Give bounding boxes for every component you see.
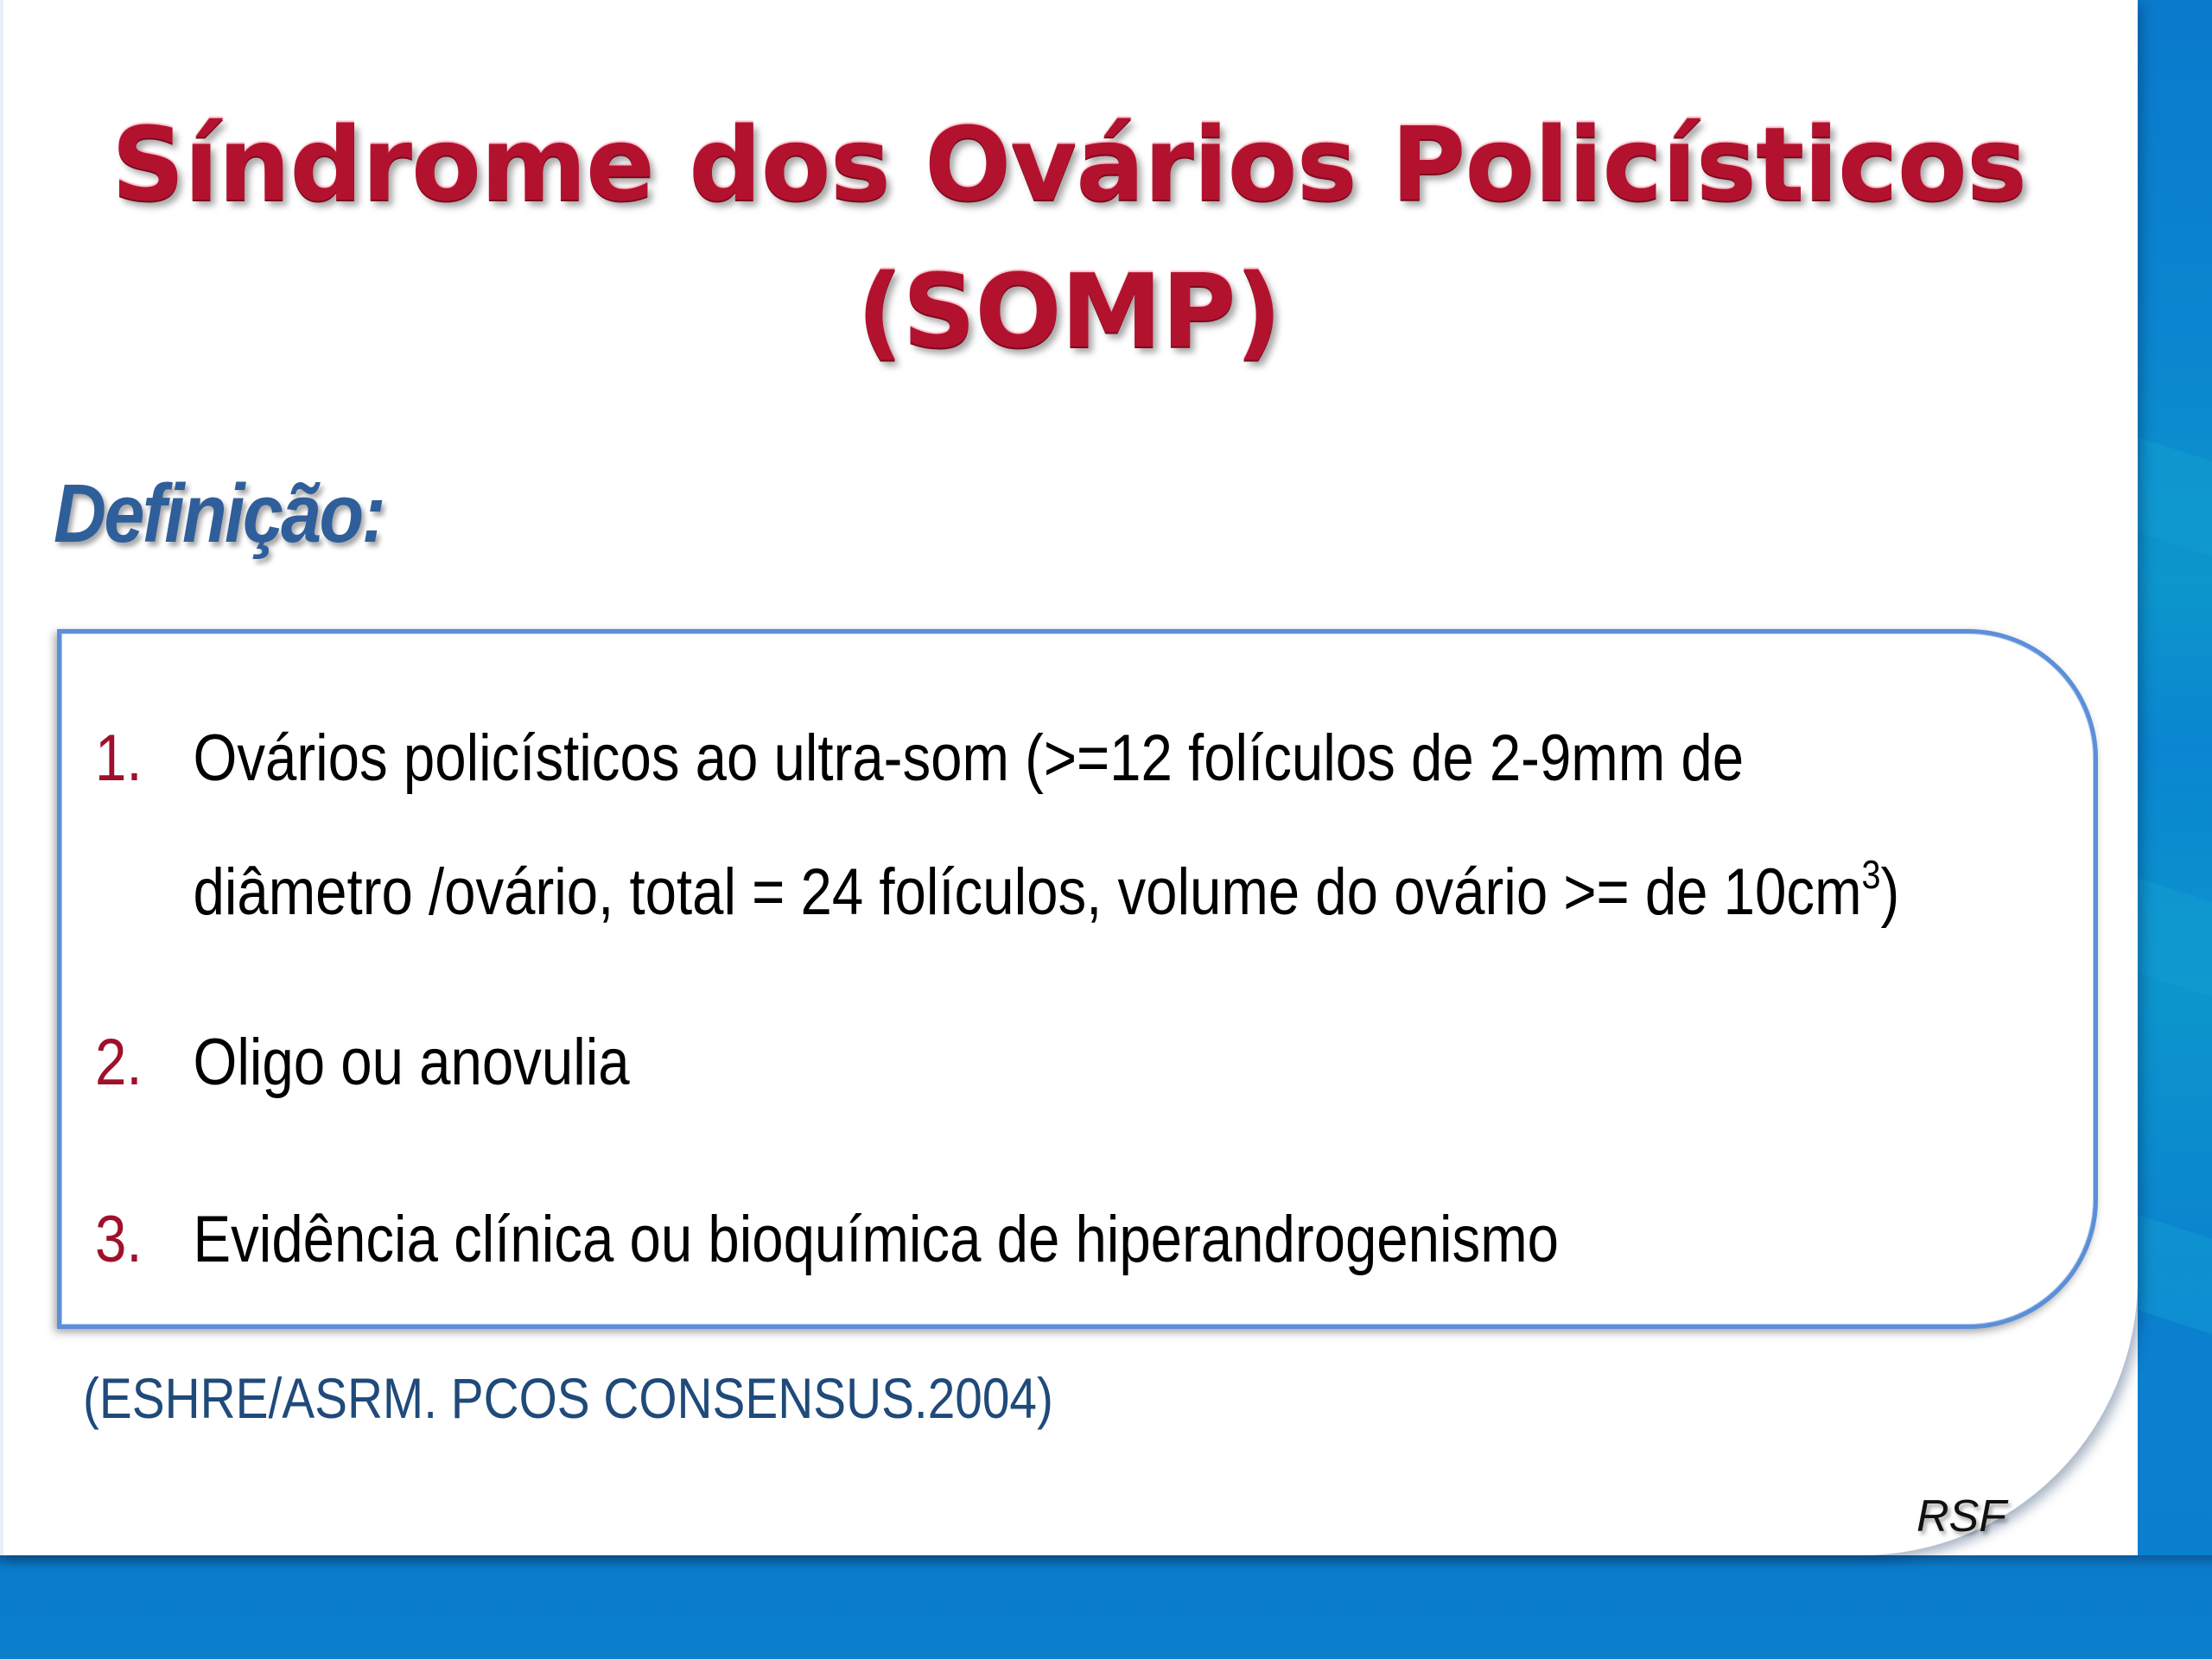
title-line-1: Síndrome dos Ovários Policísticos <box>111 105 2027 224</box>
criteria-text-line-2 <box>194 825 2163 959</box>
criteria-item-2 <box>95 995 2163 1129</box>
bottom-blue-band <box>0 1555 2212 1659</box>
criteria-text: Evidência clínica ou bioquímica de hiperandrogenismo <box>193 1203 1560 1276</box>
criteria-number: 1. <box>95 721 143 795</box>
definition-heading: Definição: <box>54 467 384 560</box>
criteria-list <box>95 691 2082 1306</box>
criteria-item-1 <box>95 691 2163 959</box>
criteria-text-line-2-close: ) <box>1880 855 1900 929</box>
criteria-text-line-2-main: diâmetro /ovário, total = 24 folículos, volume do ovário >= de 10cm <box>193 855 1862 929</box>
criteria-number: 2. <box>95 1026 143 1099</box>
criteria-item-3 <box>95 1173 2163 1306</box>
citation: (ESHRE/ASRM. PCOS CONSENSUS.2004) <box>83 1366 1053 1430</box>
author-initials: RSF <box>1916 1491 2006 1541</box>
criteria-text-line-1: Ovários policísticos ao ultra-som (>=12 folículos de 2-9mm de <box>193 721 1745 795</box>
band-wave-decoration <box>2138 437 2212 556</box>
criteria-number: 3. <box>95 1203 143 1276</box>
slide-title <box>0 91 2138 385</box>
cubic-superscript: 3 <box>1861 852 1881 897</box>
criteria-text: Oligo ou anovulia <box>193 1026 630 1099</box>
title-line-2: (SOMP) <box>856 251 1281 371</box>
